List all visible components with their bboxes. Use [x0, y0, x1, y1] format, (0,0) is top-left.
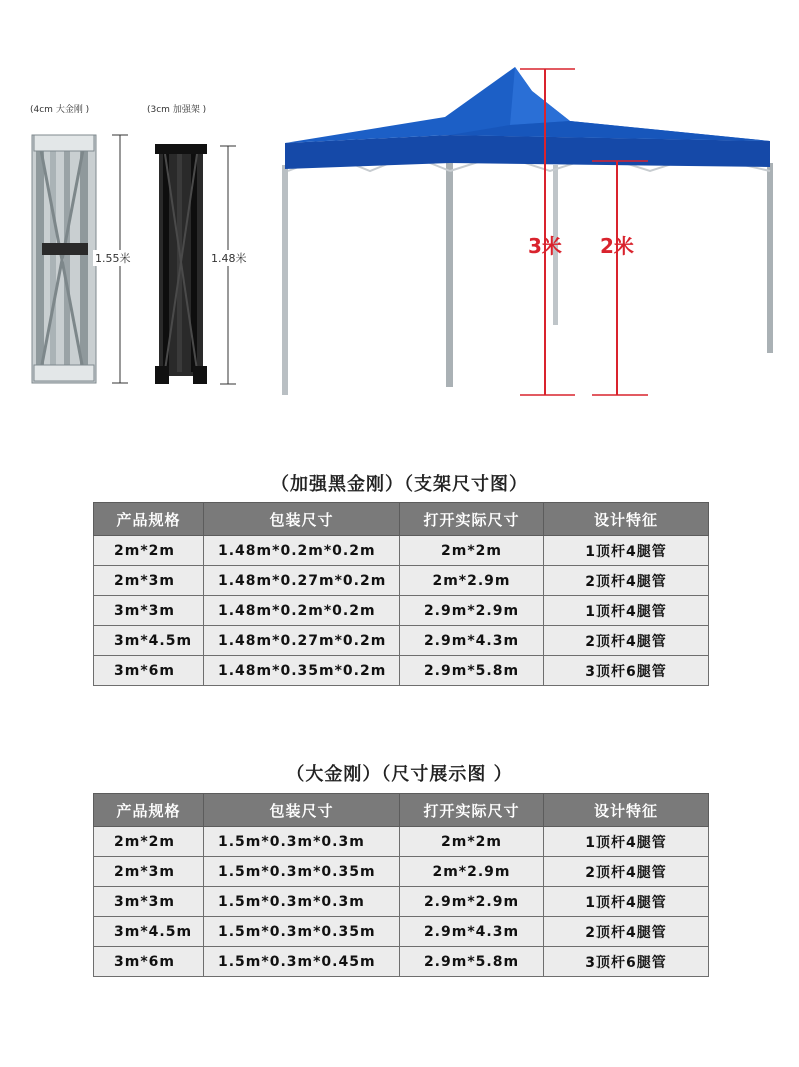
cell-open-size: 2.9m*2.9m: [400, 596, 544, 626]
frame-2-label: (3cm 加强架 ): [147, 105, 207, 115]
frame-2-height: 1.48米: [211, 252, 247, 265]
cell-open-size: 2m*2.9m: [400, 857, 544, 887]
table-row: [94, 566, 709, 596]
cell-design-feature: 2顶杆4腿管: [544, 857, 709, 887]
frame-1-label: (4cm 大金刚 ): [30, 105, 90, 115]
cell-design-feature: 2顶杆4腿管: [544, 626, 709, 656]
header-design-feature: 设计特征: [544, 503, 709, 536]
cell-package-size: 1.5m*0.3m*0.45m: [204, 947, 400, 977]
cell-package-size: 1.5m*0.3m*0.35m: [204, 917, 400, 947]
cell-spec: 3m*6m: [94, 947, 204, 977]
header-design-feature: 设计特征: [544, 794, 709, 827]
cell-design-feature: 1顶杆4腿管: [544, 827, 709, 857]
spec-table-reinforced: [93, 502, 709, 686]
cell-spec: 3m*3m: [94, 596, 204, 626]
table-header-row: [94, 503, 709, 536]
table-header-row: [94, 794, 709, 827]
cell-open-size: 2.9m*4.3m: [400, 626, 544, 656]
cell-design-feature: 3顶杆6腿管: [544, 656, 709, 686]
tent-total-height: 3米: [528, 234, 562, 258]
spec-table-standard: [93, 793, 709, 977]
cell-package-size: 1.48m*0.2m*0.2m: [204, 536, 400, 566]
cell-package-size: 1.48m*0.2m*0.2m: [204, 596, 400, 626]
cell-spec: 3m*4.5m: [94, 626, 204, 656]
cell-open-size: 2.9m*5.8m: [400, 656, 544, 686]
tent-eave-height: 2米: [600, 234, 634, 258]
cell-open-size: 2.9m*5.8m: [400, 947, 544, 977]
table-row: [94, 827, 709, 857]
table-2-title: （大金刚）（尺寸展示图 ）: [286, 764, 513, 785]
header-package-size: 包装尺寸: [204, 503, 400, 536]
cell-design-feature: 1顶杆4腿管: [544, 887, 709, 917]
table-row: [94, 656, 709, 686]
cell-spec: 2m*3m: [94, 857, 204, 887]
cell-spec: 3m*6m: [94, 656, 204, 686]
table-row: [94, 887, 709, 917]
cell-package-size: 1.5m*0.3m*0.3m: [204, 887, 400, 917]
cell-design-feature: 1顶杆4腿管: [544, 536, 709, 566]
cell-design-feature: 2顶杆4腿管: [544, 566, 709, 596]
cell-open-size: 2m*2m: [400, 536, 544, 566]
table-1-title: （加强黑金刚）（支架尺寸图）: [271, 474, 528, 495]
cell-open-size: 2.9m*2.9m: [400, 887, 544, 917]
cell-package-size: 1.48m*0.27m*0.2m: [204, 566, 400, 596]
cell-package-size: 1.5m*0.3m*0.3m: [204, 827, 400, 857]
cell-package-size: 1.5m*0.3m*0.35m: [204, 857, 400, 887]
header-open-size: 打开实际尺寸: [400, 794, 544, 827]
cell-spec: 2m*2m: [94, 827, 204, 857]
header-spec: 产品规格: [94, 503, 204, 536]
cell-spec: 2m*2m: [94, 536, 204, 566]
cell-design-feature: 1顶杆4腿管: [544, 596, 709, 626]
table-row: [94, 626, 709, 656]
cell-package-size: 1.48m*0.35m*0.2m: [204, 656, 400, 686]
product-illustration: [0, 0, 799, 440]
cell-open-size: 2m*2m: [400, 827, 544, 857]
table-row: [94, 536, 709, 566]
cell-spec: 2m*3m: [94, 566, 204, 596]
cell-package-size: 1.48m*0.27m*0.2m: [204, 626, 400, 656]
table-row: [94, 857, 709, 887]
cell-spec: 3m*4.5m: [94, 917, 204, 947]
cell-design-feature: 2顶杆4腿管: [544, 917, 709, 947]
cell-design-feature: 3顶杆6腿管: [544, 947, 709, 977]
cell-open-size: 2.9m*4.3m: [400, 917, 544, 947]
table-row: [94, 947, 709, 977]
header-package-size: 包装尺寸: [204, 794, 400, 827]
header-open-size: 打开实际尺寸: [400, 503, 544, 536]
cell-open-size: 2m*2.9m: [400, 566, 544, 596]
table-row: [94, 917, 709, 947]
cell-spec: 3m*3m: [94, 887, 204, 917]
frame-1-height: 1.55米: [95, 252, 131, 265]
header-spec: 产品规格: [94, 794, 204, 827]
table-row: [94, 596, 709, 626]
